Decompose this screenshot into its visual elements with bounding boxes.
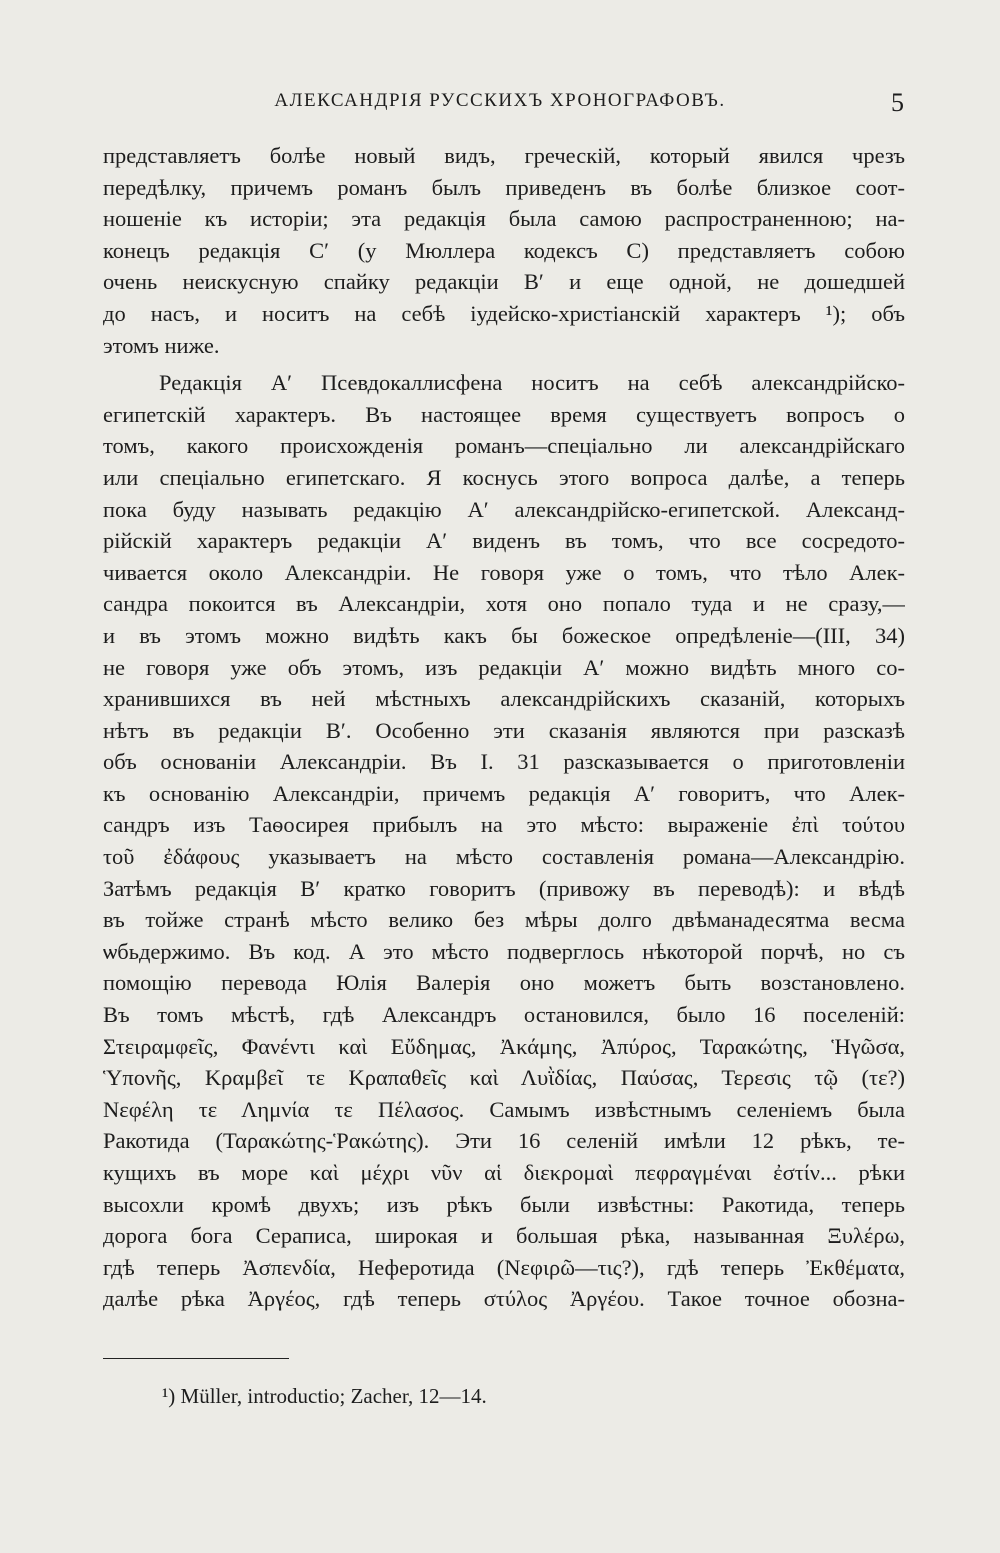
text-line: конецъ редакція С′ (у Мюллера кодексъ С) представляетъ собою [103, 237, 905, 263]
footnote: ¹) Müller, introductio; Zacher, 12—14. [162, 1384, 487, 1408]
text-line: Въ томъ мѣстѣ, гдѣ Александръ остановился, было 16 поселеній: [103, 1002, 905, 1028]
paragraph-2 [103, 367, 905, 1315]
text-line: этомъ ниже. [103, 332, 220, 358]
text-line: ѡбьдержимо. Въ код. А это мѣсто подверглось нѣкоторой порчѣ, но съ [103, 938, 905, 964]
text-line: Στειραμφεῖς, Φανέντι καὶ Εὔδημας, Ἀκάμης, Ἀπύρος, Ταρακώτης, Ἡγῶσα, [103, 1033, 905, 1059]
text-line: представляетъ болѣе новый видъ, греческій, который явился чрезъ [103, 143, 905, 168]
text-line: кущихъ въ море καὶ μέχρι νῦν αἱ διεκρομαὶ πεφραγμέναι ἐστίν... рѣки [103, 1160, 905, 1185]
text-line: томъ, какого происхожденія романъ—спеціально ли александрійскаго [103, 433, 905, 459]
text-line: помощію перевода Юлія Валерія оно можетъ быть возстановлено. [103, 970, 905, 996]
text-line: Затѣмъ редакція В′ кратко говоритъ (привожу въ переводѣ): и вѣдѣ [103, 875, 905, 901]
text-line: высохли кромѣ двухъ; изъ рѣкъ были извѣстны: Ракотида, теперь [103, 1191, 905, 1217]
text-line: чивается около Александріи. Не говоря уже о томъ, что тѣло Алек- [103, 559, 905, 585]
text-line: объ основаніи Александріи. Въ I. 31 разсказывается о приготовленіи [103, 749, 905, 775]
text-line: сандра покоится въ Александріи, хотя оно попало туда и не сразу,— [103, 591, 905, 617]
text-line: Νεφέλη τε Λημνία τε Πέλασος. Самымъ извѣстнымъ селеніемъ была [103, 1096, 905, 1122]
page-number: 5 [891, 88, 904, 117]
text-line: или спеціально египетскаго. Я коснусь этого вопроса далѣе, а теперь [103, 464, 905, 490]
text-line: передѣлку, причемъ романъ былъ приведенъ въ болѣе близкое соот- [103, 174, 905, 200]
text-line: Ракотида (Ταρακώτης-Ῥακώτης). Эти 16 селеній имѣли 12 рѣкъ, те- [103, 1128, 905, 1154]
running-title: АЛЕКСАНДРІЯ РУССКИХЪ ХРОНОГРАФОВЪ. [274, 90, 726, 111]
text-line: далѣе рѣка Ἀργέος, гдѣ теперь στύλος Ἀργέου. Такое точное обозна- [103, 1286, 905, 1312]
text-line: египетскій характеръ. Въ настоящее время существуетъ вопросъ о [103, 401, 905, 427]
text-line: нѣтъ въ редакціи В′. Особенно эти сказанія являются при разсказѣ [103, 717, 905, 743]
text-line: Редакція А′ Псевдокаллисфена носитъ на себѣ александрійско- [159, 370, 905, 396]
paragraph-1 [103, 140, 905, 361]
text-line: дорога бога Сераписа, широкая и большая рѣка, называнная Ξυλέρω, [103, 1223, 905, 1249]
text-line: до насъ, и носитъ на себѣ іудейско-христіанскій характеръ ¹); объ [103, 300, 905, 326]
text-line: τοῦ ἐδάφους указываетъ на мѣсто составленія романа—Александрію. [103, 844, 905, 870]
body-text [103, 140, 905, 1321]
text-line: Ὑπονῆς, Κραμβεῖ τε Κραπαθεῖς καὶ Λυῒδίας, Παύσας, Τερεσις τῷ (τε?) [103, 1065, 905, 1091]
footnote-divider [103, 1358, 289, 1359]
text-line: въ тойже странѣ мѣсто велико без мѣры долго двѣманадесятма весма [103, 907, 905, 933]
text-line: хранившихся въ ней мѣстныхъ александрійскихъ сказаній, которыхъ [103, 686, 905, 712]
text-line: не говоря уже объ этомъ, изъ редакціи А′ можно видѣть много со- [103, 654, 905, 680]
text-line: къ основанію Александріи, причемъ редакція А′ говоритъ, что Алек- [103, 780, 905, 806]
page-header [0, 88, 1000, 122]
text-line: и въ этомъ можно видѣть какъ бы божеское опредѣленіе—(III, 34) [103, 622, 905, 648]
text-line: гдѣ теперь Ἀσπενδία, Неферотида (Νεφιρῶ—τις?), гдѣ теперь Ἐκθέματα, [103, 1254, 905, 1280]
text-line: рійскій характеръ редакціи А′ виденъ въ томъ, что все сосредото- [103, 528, 905, 554]
text-line: пока буду называть редакцію А′ александрійско-египетской. Александ- [103, 496, 905, 522]
text-line: сандръ изъ Таѳосирея прибылъ на это мѣсто: выраженіе ἐπὶ τούτου [103, 812, 905, 838]
text-line: ношеніе къ исторіи; эта редакція была самою распространенною; на- [103, 206, 905, 232]
text-line: очень неискусную спайку редакціи В′ и еще одной, не дошедшей [103, 269, 905, 295]
